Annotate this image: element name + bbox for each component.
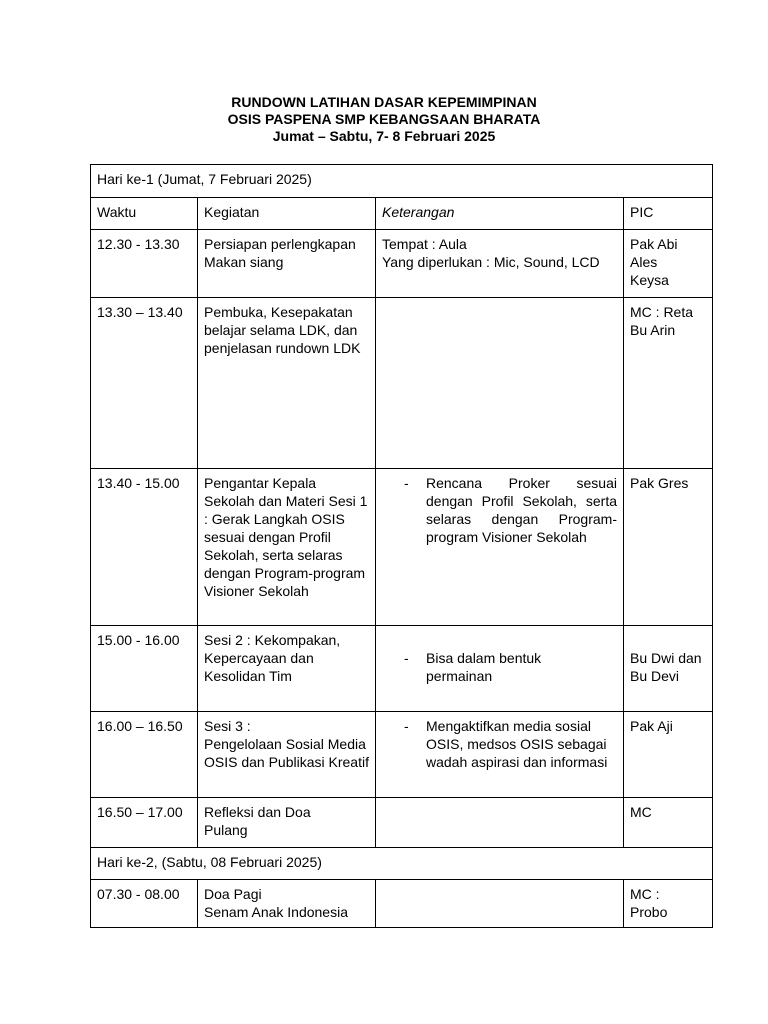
pic-line: Bu Arin xyxy=(630,322,676,338)
keterangan-item: - Mengaktifkan media sosial OSIS, medsos OSIS sebagai wadah aspirasi dan informasi xyxy=(426,717,617,771)
kegiatan-line: Persiapan perlengkapan xyxy=(204,236,356,252)
cell-waktu xyxy=(91,298,198,469)
cell-keterangan xyxy=(376,626,624,712)
day-2-title: Hari ke-2, (Sabtu, 08 Februari 2025) xyxy=(91,848,713,880)
column-header-kegiatan: Kegiatan xyxy=(198,198,376,230)
waktu-text: 15.00 - 16.00 xyxy=(97,632,180,648)
cell-waktu xyxy=(91,880,198,928)
waktu-text: 12.30 - 13.30 xyxy=(97,236,180,252)
cell-kegiatan xyxy=(198,298,376,469)
keterangan-list xyxy=(382,474,617,546)
column-header-waktu: Waktu xyxy=(91,198,198,230)
cell-pic xyxy=(624,298,713,469)
kegiatan-line: Pengelolaan Sosial Media OSIS dan Publikasi Kreatif xyxy=(204,736,369,770)
table-row xyxy=(91,626,713,712)
keterangan-line: Yang diperlukan : Mic, Sound, LCD xyxy=(382,254,600,270)
kegiatan-text: Pembuka, Kesepakatan belajar selama LDK, dan penjelasan rundown LDK xyxy=(204,304,361,356)
cell-pic xyxy=(624,469,713,626)
pic-text: Pak Gres xyxy=(630,475,689,491)
kegiatan-text: Refleksi dan Doa Pulang xyxy=(204,804,311,838)
cell-kegiatan xyxy=(198,626,376,712)
pic-line: Pak Abi xyxy=(630,236,678,252)
cell-pic xyxy=(624,712,713,798)
table-row xyxy=(91,469,713,626)
title-line-1: RUNDOWN LATIHAN DASAR KEPEMIMPINAN xyxy=(231,94,537,110)
day-1-title: Hari ke-1 (Jumat, 7 Februari 2025) xyxy=(91,165,713,198)
keterangan-list xyxy=(382,649,617,685)
cell-keterangan xyxy=(376,469,624,626)
kegiatan-line: Sesi 3 : xyxy=(204,718,251,734)
pic-text: Pak Aji xyxy=(630,718,673,734)
cell-keterangan xyxy=(376,230,624,298)
cell-waktu xyxy=(91,230,198,298)
document-title xyxy=(0,94,768,145)
table-row xyxy=(91,880,713,928)
table-row xyxy=(91,230,713,298)
title-line-3: Jumat – Sabtu, 7- 8 Februari 2025 xyxy=(272,128,496,144)
cell-keterangan xyxy=(376,712,624,798)
cell-pic xyxy=(624,798,713,848)
keterangan-item: - Bisa dalam bentuk permainan xyxy=(426,649,577,685)
cell-pic xyxy=(624,626,713,712)
cell-kegiatan xyxy=(198,880,376,928)
cell-pic xyxy=(624,880,713,928)
cell-keterangan xyxy=(376,798,624,848)
keterangan-item: - Rencana Proker sesuai dengan Profil Sekolah, serta selaras dengan Program-program Visioner Sekolah xyxy=(426,474,617,546)
column-header-row xyxy=(91,198,713,230)
cell-kegiatan xyxy=(198,230,376,298)
cell-waktu xyxy=(91,469,198,626)
kegiatan-line: Doa Pagi xyxy=(204,886,262,902)
cell-pic xyxy=(624,230,713,298)
waktu-text: 13.40 - 15.00 xyxy=(97,475,180,491)
column-header-pic: PIC xyxy=(624,198,713,230)
table-row xyxy=(91,298,713,469)
pic-text: MC xyxy=(630,804,652,820)
kegiatan-line: Makan siang xyxy=(204,254,284,270)
rundown-table xyxy=(90,164,713,928)
kegiatan-text: Pengantar Kepala Sekolah dan Materi Sesi 1 : Gerak Langkah OSIS sesuai dengan Profil Sekolah, serta selaras dengan Program-program Visioner Sekolah xyxy=(204,475,368,599)
pic-line: MC : Reta xyxy=(630,304,694,320)
day-1-header-row xyxy=(91,165,713,198)
waktu-text: 13.30 – 13.40 xyxy=(97,304,183,320)
waktu-text: 16.00 – 16.50 xyxy=(97,718,183,734)
cell-kegiatan xyxy=(198,712,376,798)
pic-line: Keysa xyxy=(630,272,669,288)
pic-line: Ales xyxy=(630,254,658,270)
column-header-keterangan: Keterangan xyxy=(376,198,624,230)
cell-keterangan xyxy=(376,880,624,928)
waktu-text: 07.30 - 08.00 xyxy=(97,886,180,902)
table-row xyxy=(91,712,713,798)
kegiatan-line: Senam Anak Indonesia xyxy=(204,904,348,920)
pic-text: MC : Probo xyxy=(630,886,668,920)
kegiatan-text: Sesi 2 : Kekompakan, Kepercayaan dan Kesolidan Tim xyxy=(204,632,341,684)
cell-kegiatan xyxy=(198,469,376,626)
cell-keterangan xyxy=(376,298,624,469)
title-line-2: OSIS PASPENA SMP KEBANGSAAN BHARATA xyxy=(227,111,541,127)
table-row xyxy=(91,798,713,848)
waktu-text: 16.50 – 17.00 xyxy=(97,804,183,820)
cell-kegiatan xyxy=(198,798,376,848)
cell-waktu xyxy=(91,712,198,798)
day-2-header-row xyxy=(91,848,713,880)
cell-waktu xyxy=(91,798,198,848)
cell-waktu xyxy=(91,626,198,712)
keterangan-line: Tempat : Aula xyxy=(382,236,467,252)
pic-text: Bu Dwi dan Bu Devi xyxy=(630,650,702,684)
keterangan-list xyxy=(382,717,617,771)
